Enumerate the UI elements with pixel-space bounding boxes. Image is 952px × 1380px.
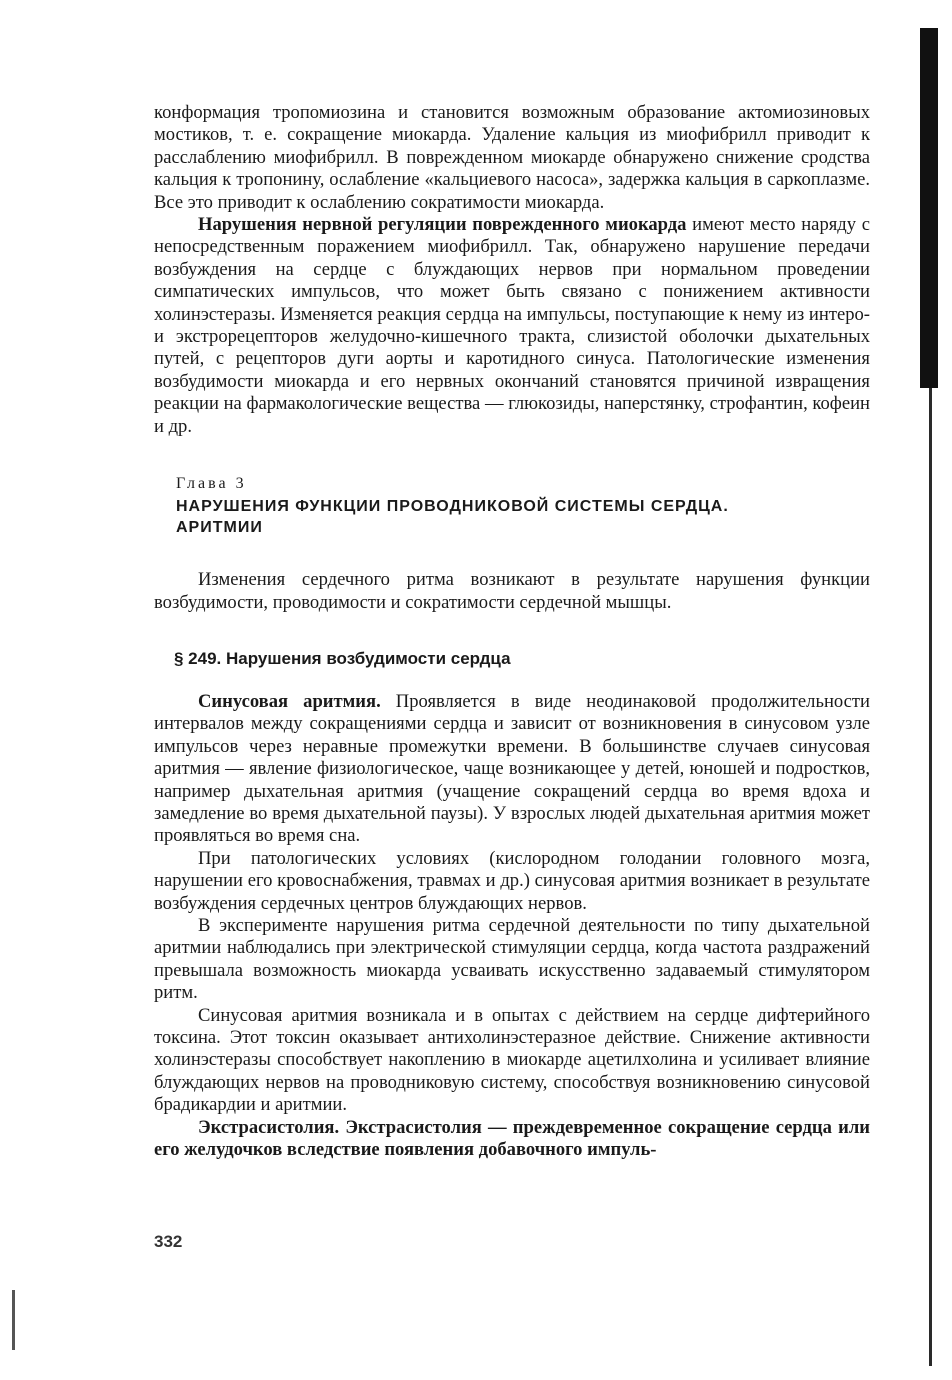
- paragraph-sinus-arrhythmia: [154, 691, 870, 848]
- paragraph-text-extrasystole: Экстрасистолия — преждевременное сокращение сердца или его желудочков вследствие появления добавочного импуль-: [154, 1116, 870, 1161]
- paragraph-lead-nerve: Нарушения нервной регуляции поврежденного миокарда: [198, 214, 687, 236]
- scan-edge-thin: [929, 388, 932, 1366]
- paragraph-top: конформация тропомиозина и становится возможным образование актомиозиновых мостиков, т. е. сокращение миокарда. Удаление кальция из миофибрилл приводит к расслаблению миофибрилл. В поврежденном миокарде обнаружено снижение сродства кальция к тропонину, ослабление «кальциевого насоса», задержка кальция в саркоплазме. Все это приводит к ослаблению сократимости миокарда.: [154, 102, 870, 213]
- paragraph-nerve-regulation: [154, 214, 870, 438]
- chapter-intro: Изменения сердечного ритма возникают в результате нарушения функции возбудимости, проводимости и сократимости сердечной мышцы.: [154, 569, 870, 613]
- paragraph-lead-sinus: Синусовая аритмия.: [198, 690, 381, 712]
- section-heading: § 249. Нарушения возбудимости сердца: [174, 648, 511, 668]
- chapter-title-line-1: НАРУШЕНИЯ ФУНКЦИИ ПРОВОДНИКОВОЙ СИСТЕМЫ СЕРДЦА.: [176, 498, 729, 516]
- paragraph-body-2: В эксперименте нарушения ритма сердечной деятельности по типу дыхательной аритмии наблюдались при электрической стимуляции сердца, когда частота раздражений превышала возможность миокарда усваивать искусственно задаваемый стимулятором ритм.: [154, 914, 870, 1004]
- chapter-title-line-2: АРИТМИИ: [176, 519, 263, 537]
- chapter-label: Глава 3: [176, 475, 247, 493]
- paragraph-extrasystole: [154, 1117, 870, 1162]
- chapter-title: [176, 496, 870, 538]
- paragraph-lead-extrasystole: Экстрасистолия.: [198, 1116, 340, 1138]
- scan-edge-thick: [920, 28, 938, 388]
- paragraph-text-nerve: имеют место наряду с непосредственным поражением миофибрилл. Так, обнаружено нарушение передачи возбуждения на сердце с блуждающих нервов при нормальном проведении симпатических импульсов, что может быть связано с понижением активности холинэстеразы. Изменяется реакция сердца на импульсы, поступающие к нему из интеро- и экстрорецепторов желудочно-кишечного тракта, слизистой оболочки дыхательных путей, с рецепторов дуги аорты и каротидного синуса. Патологические изменения возбудимости миокарда и его нервных окончаний становятся причиной извращения реакции на фармакологические вещества — глюкозиды, наперстянку, строфантин, кофеин и др.: [154, 214, 870, 437]
- page-number: 332: [154, 1232, 183, 1251]
- paragraph-text-sinus: Проявляется в виде неодинаковой продолжительности интервалов между сокращениями сердца и зависит от возникновения в синусовом узле импульсов через неравные промежутки времени. В большинстве случаев синусовая аритмия — явление физиологическое, чаще возникающее у детей, юношей и подростков, например дыхательная аритмия (учащение сокращений сердца во время вдоха и замедление во время дыхательной паузы). У взрослых людей дыхательная аритмия может проявляться во время сна.: [154, 690, 870, 847]
- scan-edge-bar: [920, 28, 940, 1366]
- paragraph-body-1: При патологических условиях (кислородном голодании головного мозга, нарушении его кровоснабжения, травмах и др.) синусовая аритмия возникает в результате возбуждения сердечных центров блуждающих нервов.: [154, 847, 870, 914]
- scan-left-mark: [12, 1290, 15, 1350]
- paragraph-body-3: Синусовая аритмия возникала и в опытах с действием на сердце дифтерийного токсина. Этот токсин оказывает антихолинэстеразное действие. Снижение активности холинэстеразы способствует накоплению в миокарде ацетилхолина и усиливает влияние блуждающих нервов на проводниковую систему, способствуя возникновению синусовой брадикардии и аритмии.: [154, 1004, 870, 1116]
- page-body: [154, 102, 870, 1161]
